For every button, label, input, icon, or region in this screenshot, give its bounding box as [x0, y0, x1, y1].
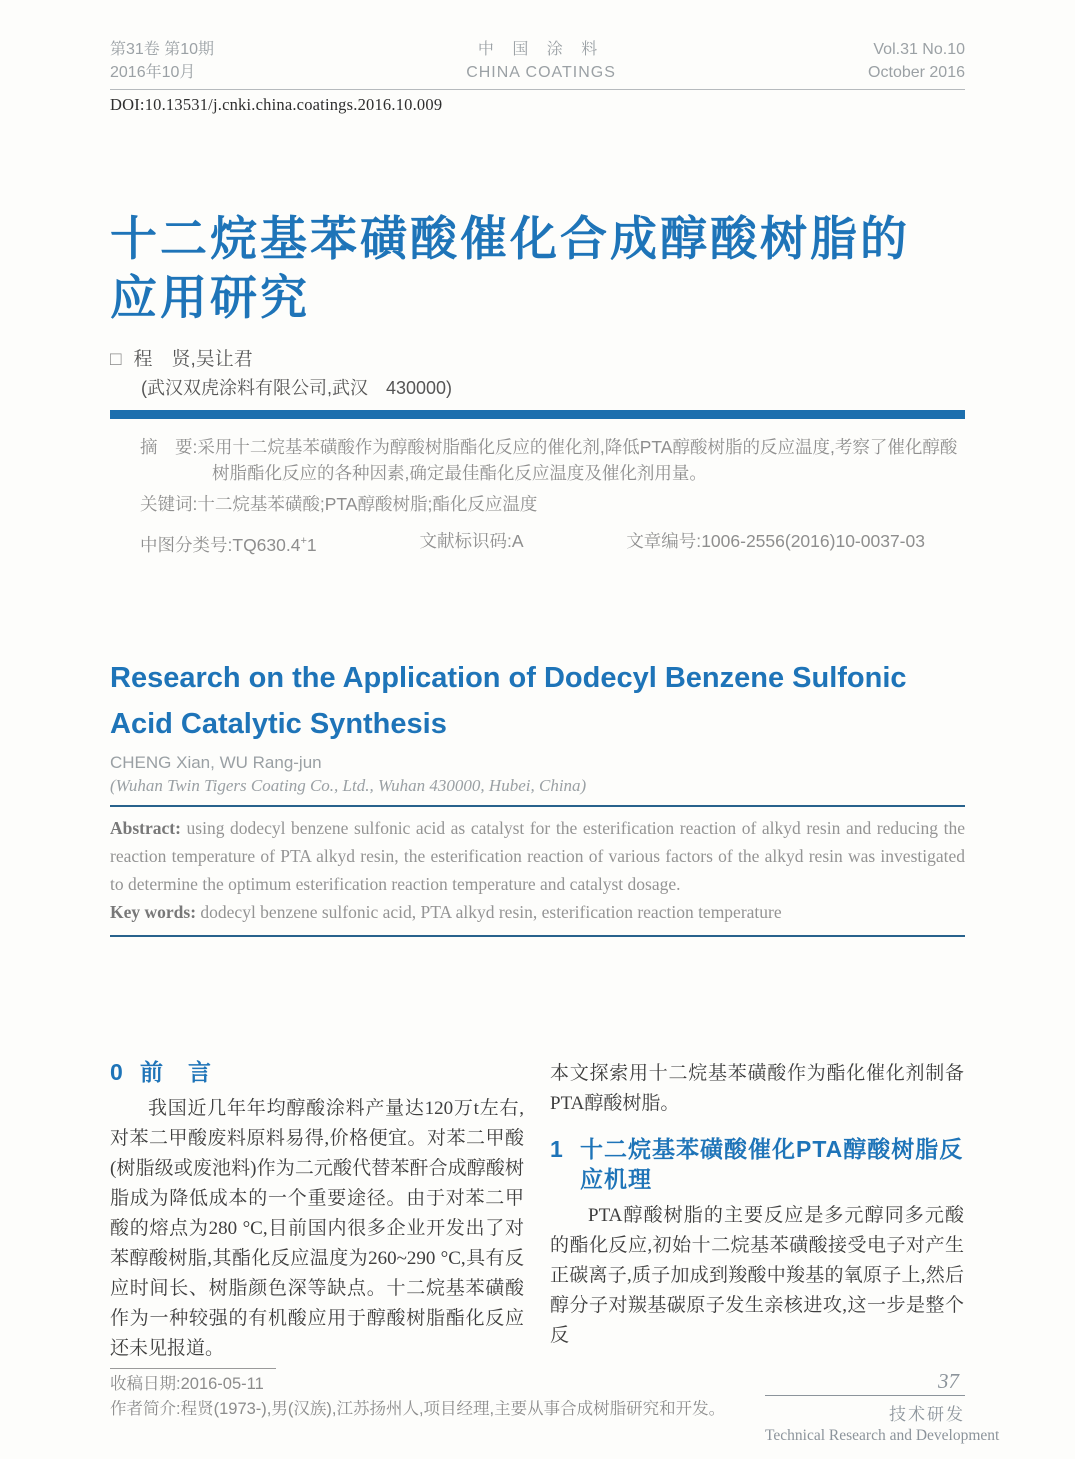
abstract-text-en: using dodecyl benzene sulfonic acid as catalyst for the esterification reaction of alkyd resin and reducing the reaction temperature of PTA alkyd resin, the esterification reaction of various factors of the alkyd resin was investigated to determine the optimum esterification reaction temperature and catalyst dosage. — [110, 817, 965, 894]
section-0-number: 0 — [110, 1058, 123, 1085]
keywords-en — [110, 898, 965, 926]
issue-volume: 第31卷 第10期 — [110, 41, 215, 58]
section-0-heading — [110, 1057, 524, 1087]
title-en-line1: Research on the Application of Dodecyl Benzene Sulfonic — [110, 661, 907, 694]
article-title-en — [110, 655, 965, 747]
abstract-block-cn — [110, 434, 965, 558]
clc-number: 中图分类号:TQ630.4+1 — [140, 534, 317, 555]
column-name-en: Technical Research and Development — [765, 1427, 1000, 1444]
body-columns — [110, 1057, 965, 1364]
right-column — [550, 1057, 964, 1364]
vol-no: Vol.31 No.10 — [873, 41, 965, 58]
section-0-paragraph: 我国近几年年均醇酸涂料产量达120万t左右,对苯二甲酸废料原料易得,价格便宜。对苯二甲酸(树脂级或废池料)作为二元酸代替苯酐合成醇酸树脂成为降低成本的一个重要途径。由于对苯二甲酸的熔点为280 °C,目前国内很多企业开发出了对苯醇酸树脂,其酯化反应温度为260~290 °C,具有反应时间长、树脂颜色深等缺点。十二烷基苯磺酸作为一种较强的有机酸应用于醇酸树脂酯化反应还未见报道。 — [110, 1097, 524, 1359]
footnote-divider — [110, 1368, 276, 1369]
issue-date: 2016年10月 — [110, 64, 196, 81]
received-date: 收稿日期:2016-05-11 — [110, 1374, 264, 1393]
keywords-text-cn: 十二烷基苯磺酸;PTA醇酸树脂;酯化反应温度 — [197, 494, 538, 514]
header-issue — [110, 38, 214, 84]
journal-name-cn: 中 国 涂 料 — [477, 41, 605, 58]
journal-name-en: CHINA COATINGS — [466, 64, 616, 81]
header-journal-name — [466, 38, 616, 84]
authors-cn — [110, 347, 965, 373]
title-en-line2: Acid Catalytic Synthesis — [110, 707, 447, 740]
affiliation-cn: (武汉双虎涂料有限公司,武汉 430000) — [141, 378, 453, 398]
affiliation-en: (Wuhan Twin Tigers Coating Co., Ltd., Wuhan 430000, Hubei, China) — [110, 775, 587, 795]
article-id: 文章编号:1006-2556(2016)10-0037-03 — [626, 531, 925, 551]
title-cn-line1: 十二烷基苯磺酸催化合成醇酸树脂的 — [110, 212, 910, 265]
section-1-heading — [550, 1134, 964, 1194]
abstract-en — [110, 814, 965, 898]
journal-header — [110, 38, 965, 84]
page-footer — [765, 1369, 1000, 1445]
title-divider-bar — [110, 410, 965, 419]
english-abstract-top-rule — [110, 805, 965, 807]
footer-divider — [765, 1395, 965, 1396]
doi: DOI:10.13531/j.cnki.china.coatings.2016.10.009 — [110, 95, 443, 114]
author-marker-icon: □ — [110, 349, 122, 370]
abstract-label-en: Abstract: — [110, 817, 181, 838]
authors-en: CHENG Xian, WU Rang-jun — [110, 752, 322, 772]
section-1-paragraph: PTA醇酸树脂的主要反应是多元醇同多元酸的酯化反应,初始十二烷基苯磺酸接受电子对产生正碳离子,质子加成到羧酸中羧基的氧原子上,然后醇分子对羰基碳原子发生亲核进攻,这一步是整个反 — [550, 1204, 964, 1346]
header-divider — [110, 89, 965, 90]
header-vol — [868, 38, 965, 84]
section-1-number: 1 — [550, 1135, 563, 1162]
section-1-title: 十二烷基苯磺酸催化PTA醇酸树脂反应机理 — [580, 1135, 964, 1192]
author-names-cn: 程 贤,吴让君 — [133, 349, 253, 370]
title-cn-line2: 应用研究 — [110, 271, 310, 324]
document-code: 文献标识码:A — [419, 531, 524, 551]
column-name-cn: 技术研发 — [889, 1405, 965, 1424]
english-abstract-bottom-rule — [110, 935, 965, 937]
abstract-label-cn: 摘 要: — [140, 437, 198, 457]
article-meta-row — [140, 528, 959, 558]
page-number: 37 — [938, 1369, 959, 1393]
keywords-label-en: Key words: — [110, 901, 197, 922]
left-column — [110, 1057, 524, 1364]
article-title-cn — [110, 209, 965, 327]
abstract-text-cn: 采用十二烷基苯磺酸作为醇酸树脂酯化反应的催化剂,降低PTA醇酸树脂的反应温度,考察了催化醇酸树脂酯化反应的各种因素,确定最佳酯化反应温度及催化剂用量。 — [197, 437, 958, 483]
continuation-paragraph: 本文探索用十二烷基苯磺酸作为酯化催化剂制备PTA醇酸树脂。 — [550, 1062, 964, 1114]
section-0-title: 前 言 — [140, 1058, 212, 1085]
keywords-label-cn: 关键词: — [140, 494, 198, 514]
keywords-cn — [140, 491, 959, 517]
abstract-cn — [140, 434, 959, 486]
vol-month: October 2016 — [868, 64, 965, 81]
keywords-text-en: dodecyl benzene sulfonic acid, PTA alkyd resin, esterification reaction temperature — [196, 901, 782, 922]
author-bio: 作者简介:程贤(1973-),男(汉族),江苏扬州人,项目经理,主要从事合成树脂研究和开发。 — [110, 1399, 726, 1418]
